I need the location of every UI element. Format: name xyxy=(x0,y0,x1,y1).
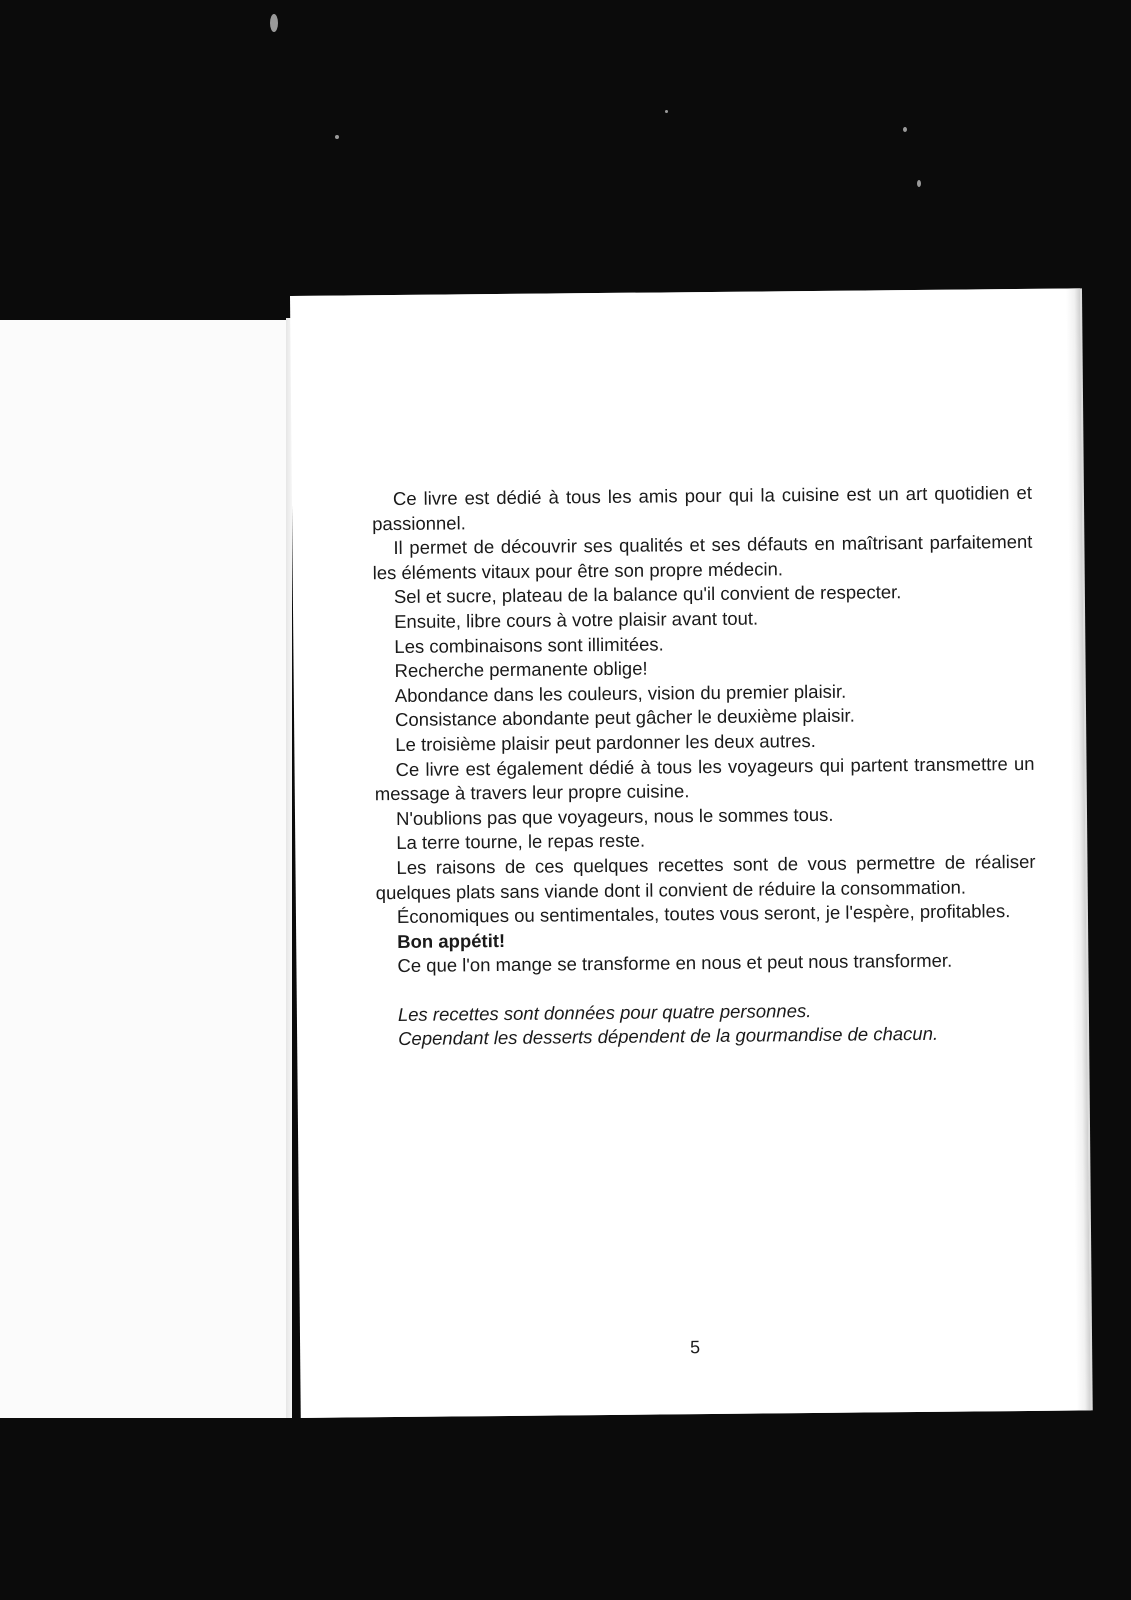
paragraph: N'oublions pas que voyageurs, nous le sommes tous. xyxy=(395,803,834,829)
paragraph: Abondance dans les couleurs, vision du premier plaisir. xyxy=(394,680,847,706)
recipe-note-line: Cependant les desserts dépendent de la gourmandise de chacun. xyxy=(398,1023,939,1050)
dedication-text xyxy=(372,481,1037,1052)
dust-speck xyxy=(903,127,907,132)
recipe-note-line: Les recettes sont données pour quatre personnes. xyxy=(397,999,812,1025)
dust-speck xyxy=(335,135,339,139)
dust-speck xyxy=(270,14,278,32)
page-number: 5 xyxy=(689,1337,701,1358)
left-page xyxy=(0,320,290,1418)
paragraph: Les raisons de ces quelques recettes sont de vous permettre de réaliser quelques plats sans viande dont il convient de réduire la consommation. xyxy=(375,850,1036,903)
dust-speck xyxy=(917,180,921,187)
paragraph: Le troisième plaisir peut pardonner les deux autres. xyxy=(395,729,817,755)
right-page xyxy=(290,288,1091,1418)
closing-line: Ce que l'on mange se transforme en nous et peut nous transformer. xyxy=(397,949,953,977)
paragraph: Sel et sucre, plateau de la balance qu'il convient de respecter. xyxy=(393,581,902,608)
paragraph: Il permet de découvrir ses qualités et ses défauts en maîtrisant parfaitement les éléments vitaux pour être son propre médecin. xyxy=(372,531,1033,584)
dust-speck xyxy=(665,110,668,113)
bon-appetit-heading: Bon appétit! xyxy=(397,929,506,952)
paragraph: Ensuite, libre cours à votre plaisir avant tout. xyxy=(394,607,759,632)
paragraph: Recherche permanente oblige! xyxy=(394,657,648,682)
paragraph: Ce livre est dédié à tous les amis pour qui la cuisine est un art quotidien et passionnel. xyxy=(372,481,1033,534)
paragraph: La terre tourne, le repas reste. xyxy=(396,829,646,854)
page-edge xyxy=(1066,288,1091,1410)
paragraph: Économiques ou sentimentales, toutes vous seront, je l'espère, profitables. xyxy=(396,900,1011,928)
paragraph: Les combinaisons sont illimitées. xyxy=(394,632,664,657)
recipe-note xyxy=(377,997,1037,1053)
paragraph: Consistance abondante peut gâcher le deuxième plaisir. xyxy=(394,704,855,731)
paragraph: Ce livre est également dédié à tous les voyageurs qui partent transmettre un message à travers leur propre cuisine. xyxy=(374,752,1035,805)
